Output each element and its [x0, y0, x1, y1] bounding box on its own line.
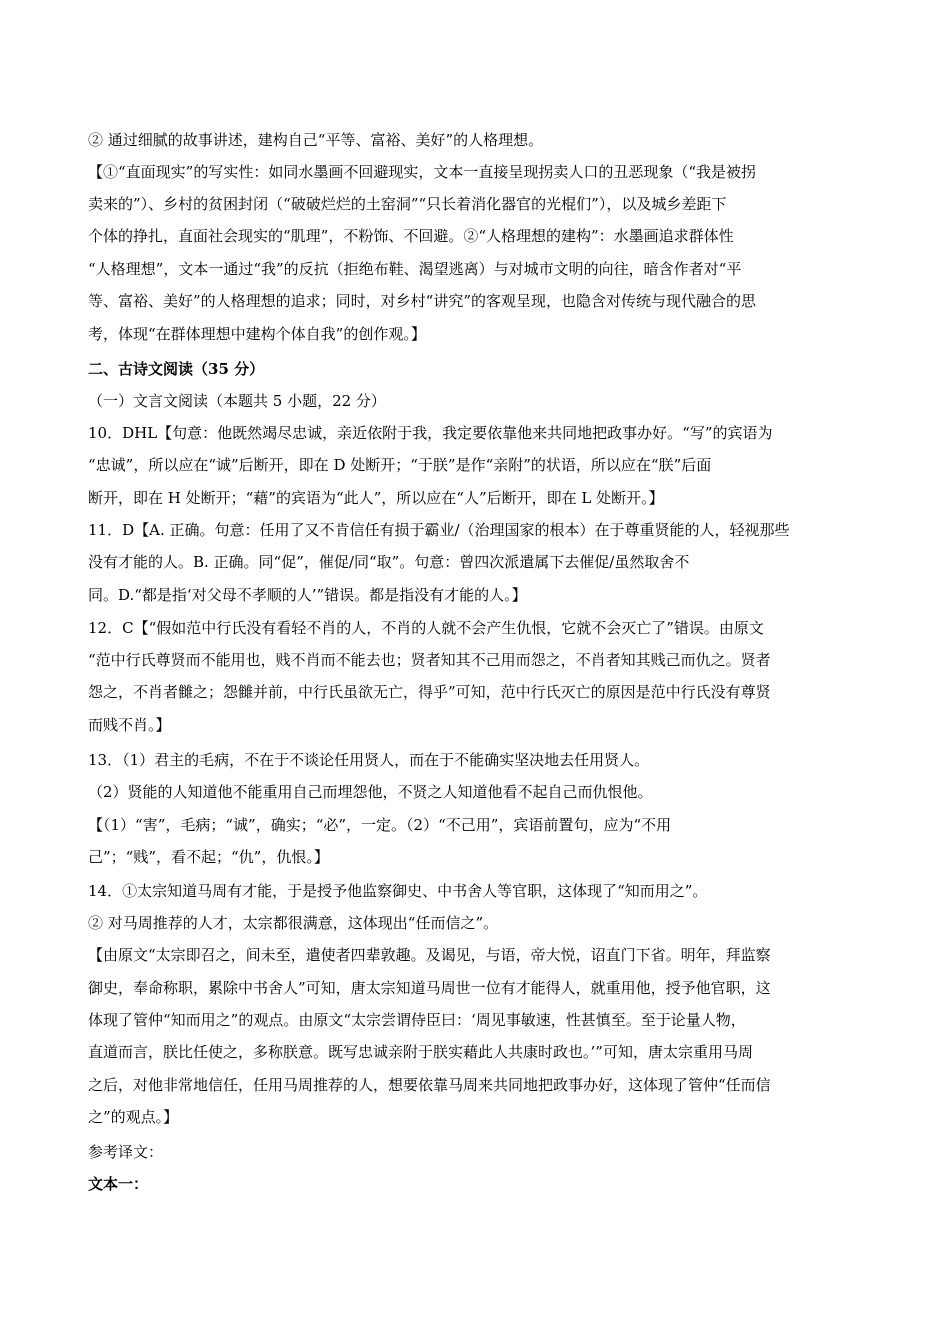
text-line: 同。D.“都是指‘对父母不孝顺的人’”错误。都是指没有才能的人。】 [88, 586, 527, 604]
text-line: “忠诚”，所以应在“诚”后断开，即在 D 处断开；“于朕”是作“亲附”的状语，所以应在“朕”后面 [88, 456, 712, 474]
text-line: 【由原文“太宗即召之，间未至，遣使者四辈敦趣。及谒见，与语，帝大悦，诏直门下省。明年，拜监察 [88, 946, 771, 964]
text-line: 断开，即在 H 处断开；“藉”的宾语为“此人”，所以应在“人”后断开，即在 L 处断开。】 [88, 489, 664, 507]
text-line: 14．①太宗知道马周有才能，于是授予他监察御史、中书舍人等官职，这体现了“知而用之”。 [88, 882, 708, 900]
text-line: 12．C【“假如范中行氏没有看轻不肖的人，不肖的人就不会产生仇恨，它就不会灭亡了”错误。由原文 [88, 619, 764, 637]
text-line: “范中行氏尊贤而不能用也，贱不肖而不能去也；贤者知其不己用而怨之，不肖者知其贱己而仇之。贤者 [88, 651, 771, 669]
text-line: 卖来的”）、乡村的贫困封闭（“破破烂烂的土窑洞”“只长着消化器官的光棍们”），以及城乡差距下 [88, 195, 727, 213]
text-line: 等、富裕、美好”的人格理想的追求；同时，对乡村“讲究”的客观呈现，也隐含对传统与现代融合的思 [88, 292, 757, 310]
text-line: 没有才能的人。B. 正确。同“促”，催促/同“取”。句意：曾四次派遣属下去催促/虽然取舍不 [88, 553, 690, 571]
text-line: 考，体现“在群体理想中建构个体自我”的创作观。】 [88, 325, 426, 343]
text-line: 之后，对他非常地信任，任用马周推荐的人，想要依靠马周来共同地把政事办好，这体现了管仲“任而信 [88, 1076, 771, 1094]
text-line: 直道而言，朕比任使之，多称朕意。既写忠诚亲附于朕实藉此人共康时政也。’”可知，唐太宗重用马周 [88, 1043, 753, 1061]
text-line: 参考译文： [88, 1143, 164, 1161]
text-line: “人格理想”，文本一通过“我”的反抗（拒绝布鞋、渴望逃离）与对城市文明的向往，暗含作者对“平 [88, 260, 742, 278]
text-line: 之”的观点。】 [88, 1108, 179, 1126]
section-heading: 二、古诗文阅读（35 分） [88, 360, 265, 378]
text-line: 己”；“贱”，看不起；“仇”，仇恨。】 [88, 848, 329, 866]
text-line: 13．（1）君主的毛病，不在于不谈论任用贤人，而在于不能确实坚决地去任用贤人。 [88, 751, 650, 769]
text-line: ② 对马周推荐的人才，太宗都很满意，这体现出“任而信之”。 [88, 914, 499, 932]
text-line: 【①“直面现实”的写实性：如同水墨画不回避现实，文本一直接呈现拐卖人口的丑恶现象（“我是被拐 [88, 163, 757, 181]
text-line: 11．D【A. 正确。句意：任用了又不肯信任有损于霸业/（治理国家的根本）在于尊重贤能的人，轻视那些 [88, 521, 790, 539]
text-line: （2）贤能的人知道他不能重用自己而埋怨他，不贤之人知道他看不起自己而仇恨他。 [88, 783, 653, 801]
text-line: 御史，奉命称职，累除中书舍人”可知，唐太宗知道马周世一位有才能得人，就重用他，授予他官职，这 [88, 979, 771, 997]
text-line: 【（1）“害”，毛病；“诚”，确实；“必”，一定。（2）“不己用”，宾语前置句，应为“不用 [88, 816, 672, 834]
text-line: 10．DHL【句意：他既然竭尽忠诚，亲近依附于我，我定要依靠他来共同地把政事办好。“写”的宾语为 [88, 424, 773, 442]
text-line: 而贱不肖。】 [88, 716, 171, 734]
text-line: 个体的挣扎，直面社会现实的“肌理”，不粉饰、不回避。②“人格理想的建构”：水墨画追求群体性 [88, 227, 734, 245]
text-line: 体现了管仲“知而用之”的观点。由原文“太宗尝谓侍臣曰：‘周见事敏速，性甚慎至。至于论量人物， [88, 1011, 746, 1029]
subsection-heading: （一）文言文阅读（本题共 5 小题，22 分） [88, 392, 386, 410]
text-line: 文本一： [88, 1175, 149, 1193]
text-line: ② 通过细腻的故事讲述，建构自己“平等、富裕、美好”的人格理想。 [88, 131, 544, 149]
text-line: 怨之，不肖者雠之；怨雠并前，中行氏虽欲无亡，得乎”可知，范中行氏灭亡的原因是范中行氏没有尊贤 [88, 683, 771, 701]
